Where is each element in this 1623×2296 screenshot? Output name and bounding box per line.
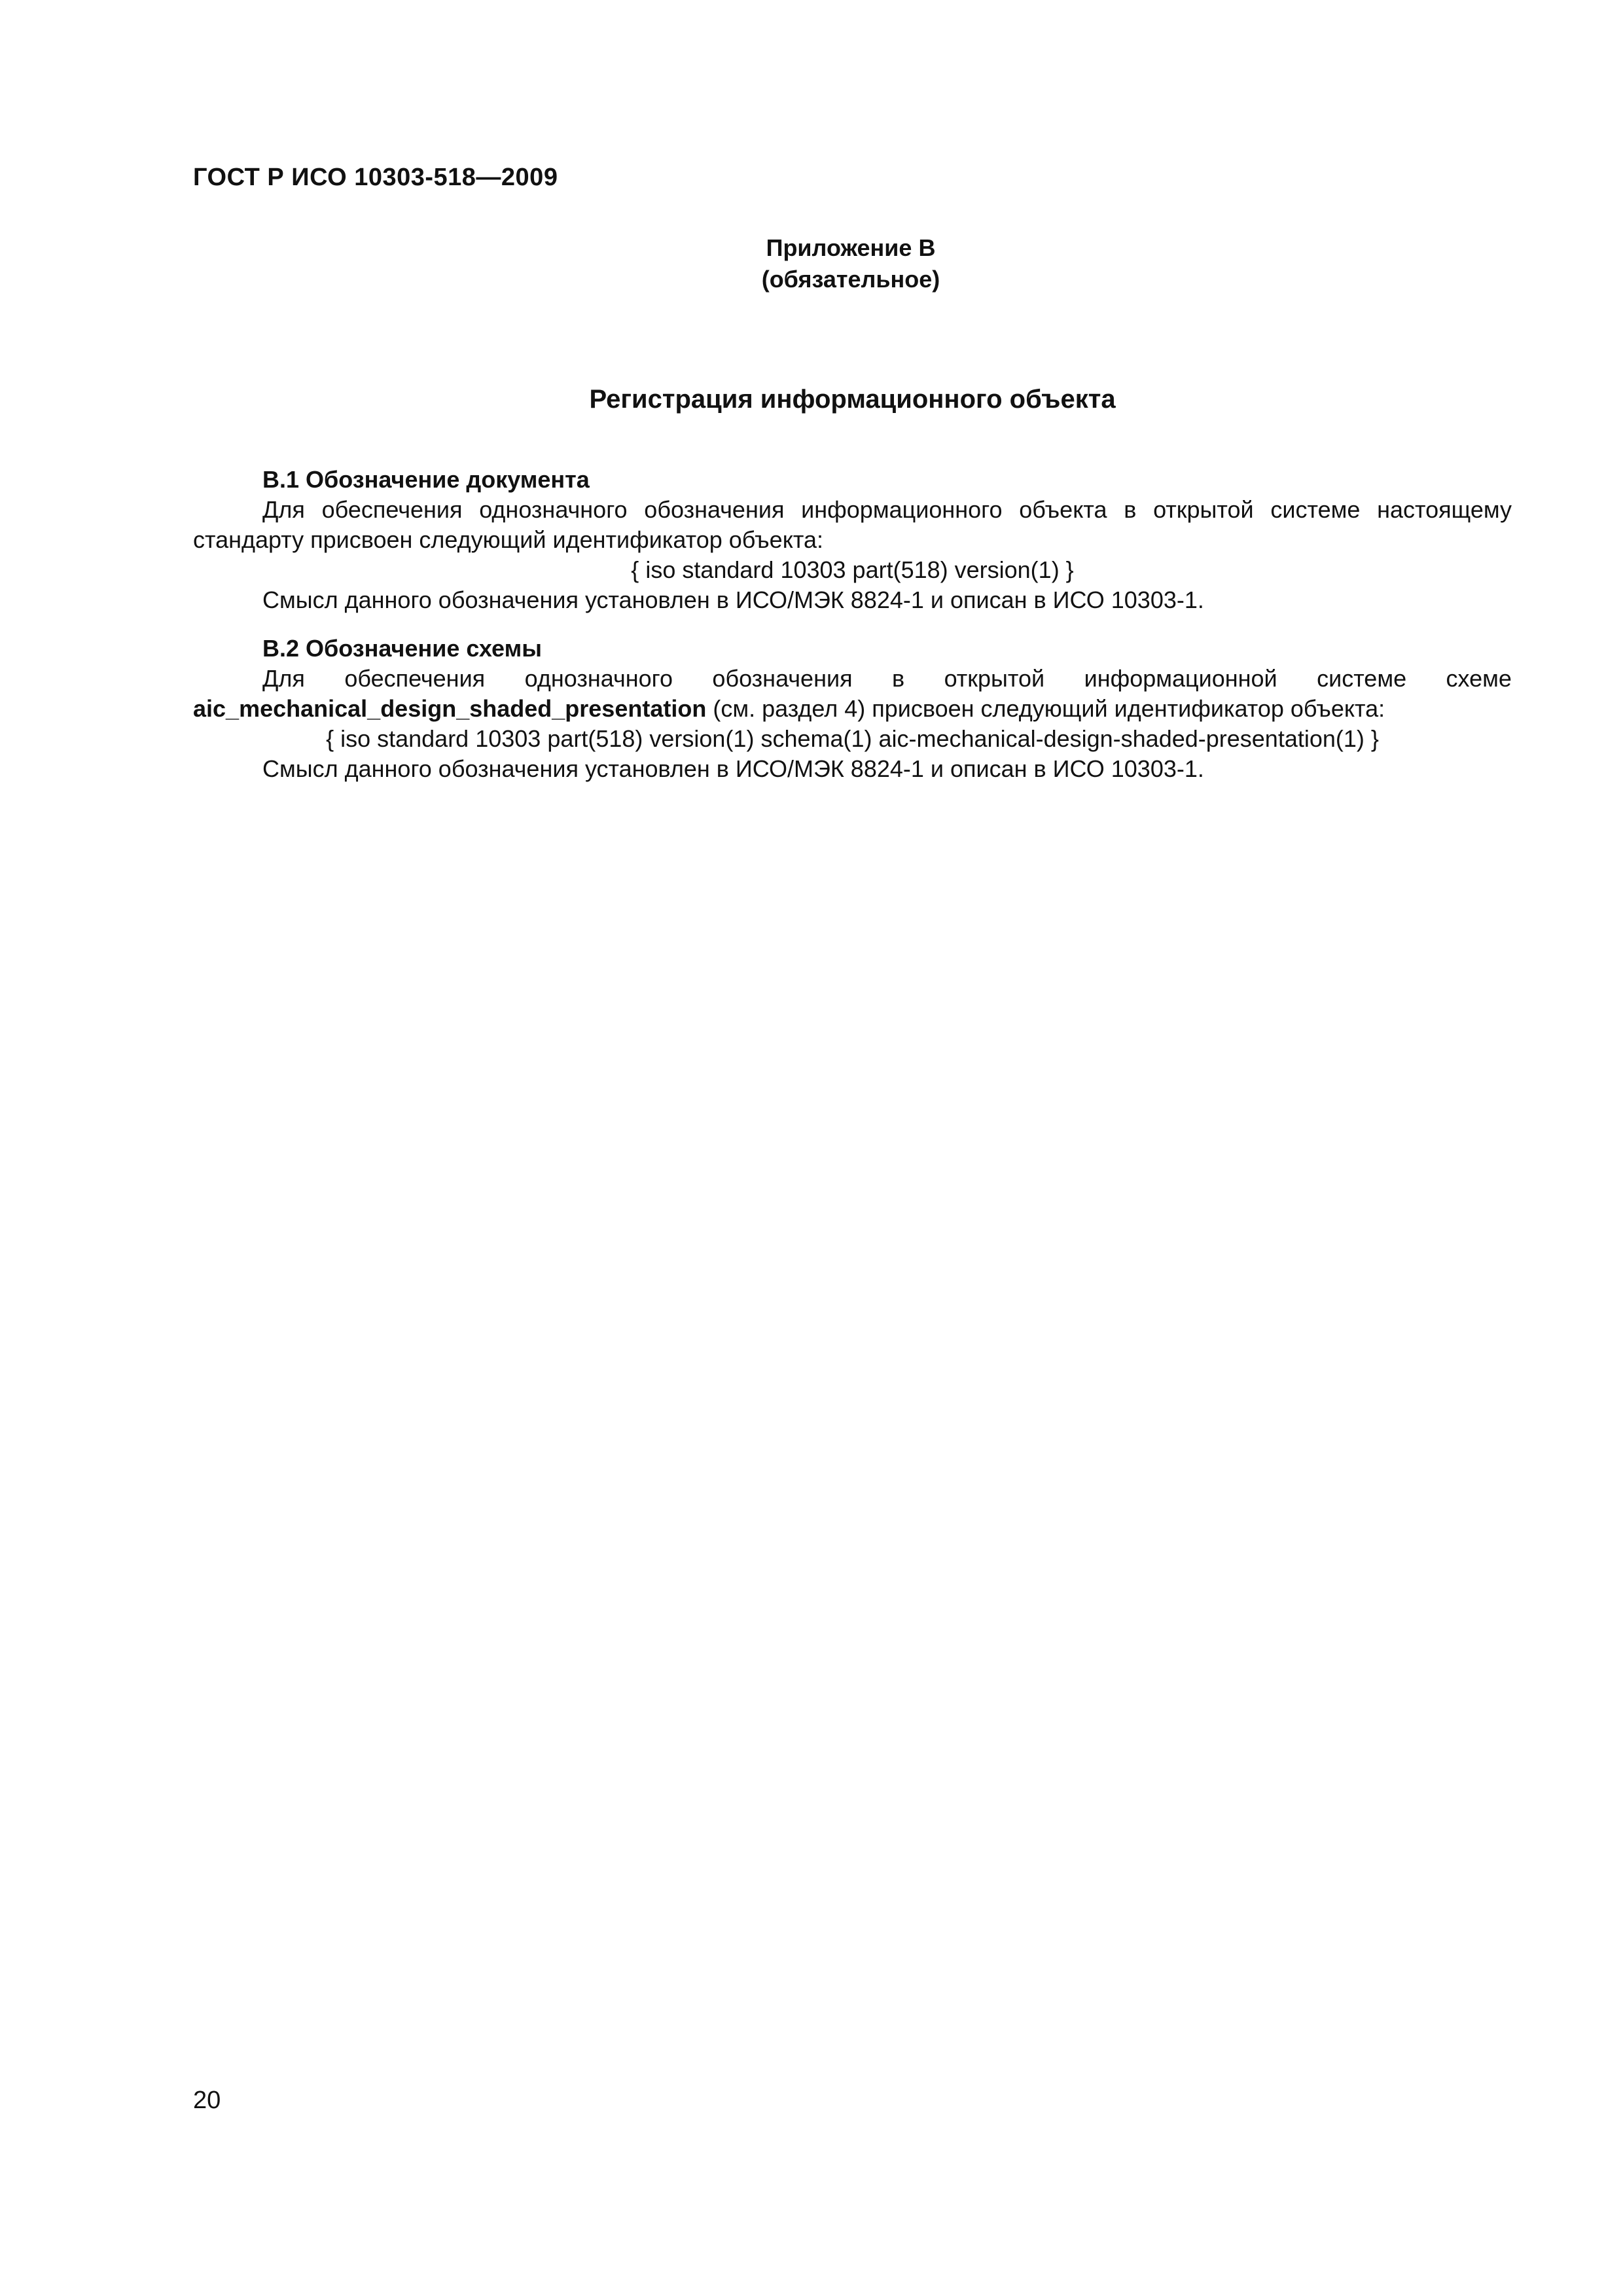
annex-label: Приложение В [766,234,936,261]
section-b2-meaning: Смысл данного обозначения установлен в ИСО/МЭК 8824-1 и описан в ИСО 10303-1. [262,755,1204,782]
section-b1-paragraph: Для обеспечения однозначного обозначения информационного объекта в открытой системе настоящему стандарту присвоен следующий идентификатор объекта: [193,496,1512,553]
annex-label-block [720,232,982,295]
section-b1-meaning: Смысл данного обозначения установлен в ИСО/МЭК 8824-1 и описан в ИСО 10303-1. [262,586,1204,613]
section-b2-identifier: { iso standard 10303 part(518) version(1) schema(1) aic-mechanical-design-shaded-presentation(1) } [326,725,1379,752]
section-b1-heading: В.1 Обозначение документа [262,466,590,493]
section-b2-paragraph-line1 [193,664,1512,694]
section-b1-identifier: { iso standard 10303 part(518) version(1) } [631,556,1074,583]
section-b1 [193,465,1512,615]
section-b2-paragraph-rest: (см. раздел 4) присвоен следующий идентификатор объекта: [706,695,1385,722]
annex-status: (обязательное) [761,266,940,293]
schema-name: aic_mechanical_design_shaded_presentation [193,695,707,722]
word: обозначения [712,665,853,692]
section-b2 [193,634,1512,784]
word: Для [262,665,305,692]
section-b2-heading: В.2 Обозначение схемы [262,635,542,662]
word: обеспечения [344,665,486,692]
word: в [892,665,905,692]
word: схеме [1446,665,1512,692]
word: однозначного [524,665,673,692]
annex-title: Регистрация информационного объекта [589,385,1116,414]
word: информационной [1084,665,1277,692]
word: открытой [944,665,1045,692]
document-identifier: ГОСТ Р ИСО 10303-518—2009 [193,164,558,191]
page-number: 20 [193,2087,221,2114]
section-b2-paragraph-line2 [193,694,1512,724]
word: системе [1317,665,1407,692]
